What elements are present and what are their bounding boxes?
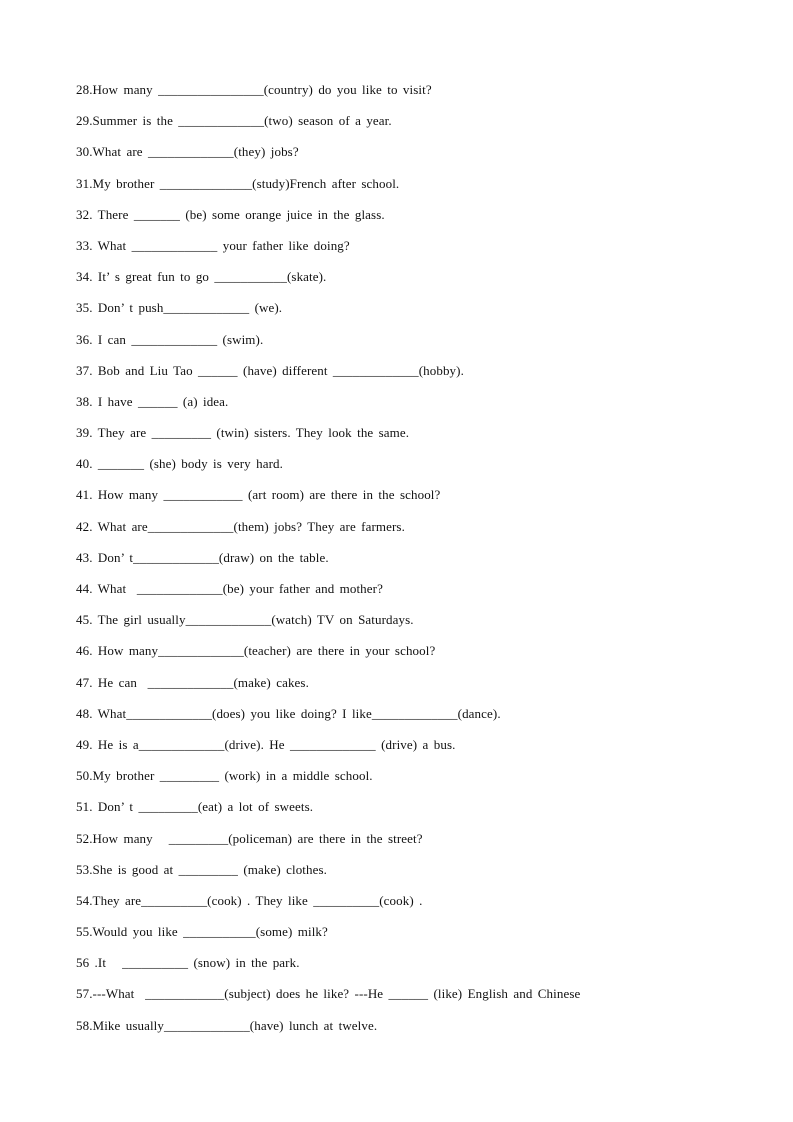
- question-line: 47. He can _____________(make) cakes.: [76, 674, 309, 690]
- question-line: 57.---What ____________(subject) does he like? ---He ______ (like) English and Chinese: [76, 986, 581, 1002]
- question-line: 46. How many_____________(teacher) are there in your school?: [76, 643, 436, 659]
- question-line: 44. What _____________(be) your father and mother?: [76, 581, 383, 596]
- question-line: 32. There _______ (be) some orange juice in the glass.: [76, 206, 385, 222]
- question-line: 36. I can _____________ (swim).: [76, 331, 264, 347]
- question-line: 28.How many ________________(country) do you like to visit?: [76, 82, 432, 97]
- question-line: 29.Summer is the _____________(two) season of a year.: [76, 113, 392, 129]
- question-line: 51. Don’ t _________(eat) a lot of sweets.: [76, 799, 314, 815]
- question-line: 33. What _____________ your father like doing?: [76, 237, 350, 253]
- question-line: 34. It’ s great fun to go ___________(skate).: [76, 269, 327, 285]
- question-line: 38. I have ______ (a) idea.: [76, 393, 229, 409]
- question-line: 54.They are__________(cook) . They like __________(cook) .: [76, 892, 423, 908]
- question-line: 41. How many ____________ (art room) are there in the school?: [76, 487, 441, 503]
- question-line: 31.My brother ______________(study)French after school.: [76, 175, 400, 191]
- question-line: 43. Don’ t_____________(draw) on the table.: [76, 549, 329, 565]
- question-list: [76, 74, 763, 1041]
- question-line: 42. What are_____________(them) jobs? They are farmers.: [76, 518, 405, 534]
- question-line: 35. Don’ t push_____________ (we).: [76, 300, 283, 316]
- question-line: 50.My brother _________ (work) in a middle school.: [76, 768, 373, 784]
- question-line: 53.She is good at _________ (make) clothes.: [76, 861, 327, 877]
- question-line: 40. _______ (she) body is very hard.: [76, 456, 283, 472]
- question-line: 52.How many _________(policeman) are there in the street?: [76, 830, 423, 846]
- question-line: 49. He is a_____________(drive). He _____________ (drive) a bus.: [76, 736, 456, 752]
- question-line: 30.What are _____________(they) jobs?: [76, 144, 299, 160]
- question-line: 45. The girl usually_____________(watch) TV on Saturdays.: [76, 612, 414, 628]
- question-line: 56 .It __________ (snow) in the park.: [76, 955, 300, 971]
- question-line: 48. What_____________(does) you like doing? I like_____________(dance).: [76, 705, 501, 721]
- question-line: 58.Mike usually_____________(have) lunch at twelve.: [76, 1017, 378, 1033]
- question-line: 39. They are _________ (twin) sisters. They look the same.: [76, 425, 410, 441]
- question-line: 37. Bob and Liu Tao ______ (have) different _____________(hobby).: [76, 362, 464, 378]
- question-line: 55.Would you like ___________(some) milk?: [76, 924, 328, 940]
